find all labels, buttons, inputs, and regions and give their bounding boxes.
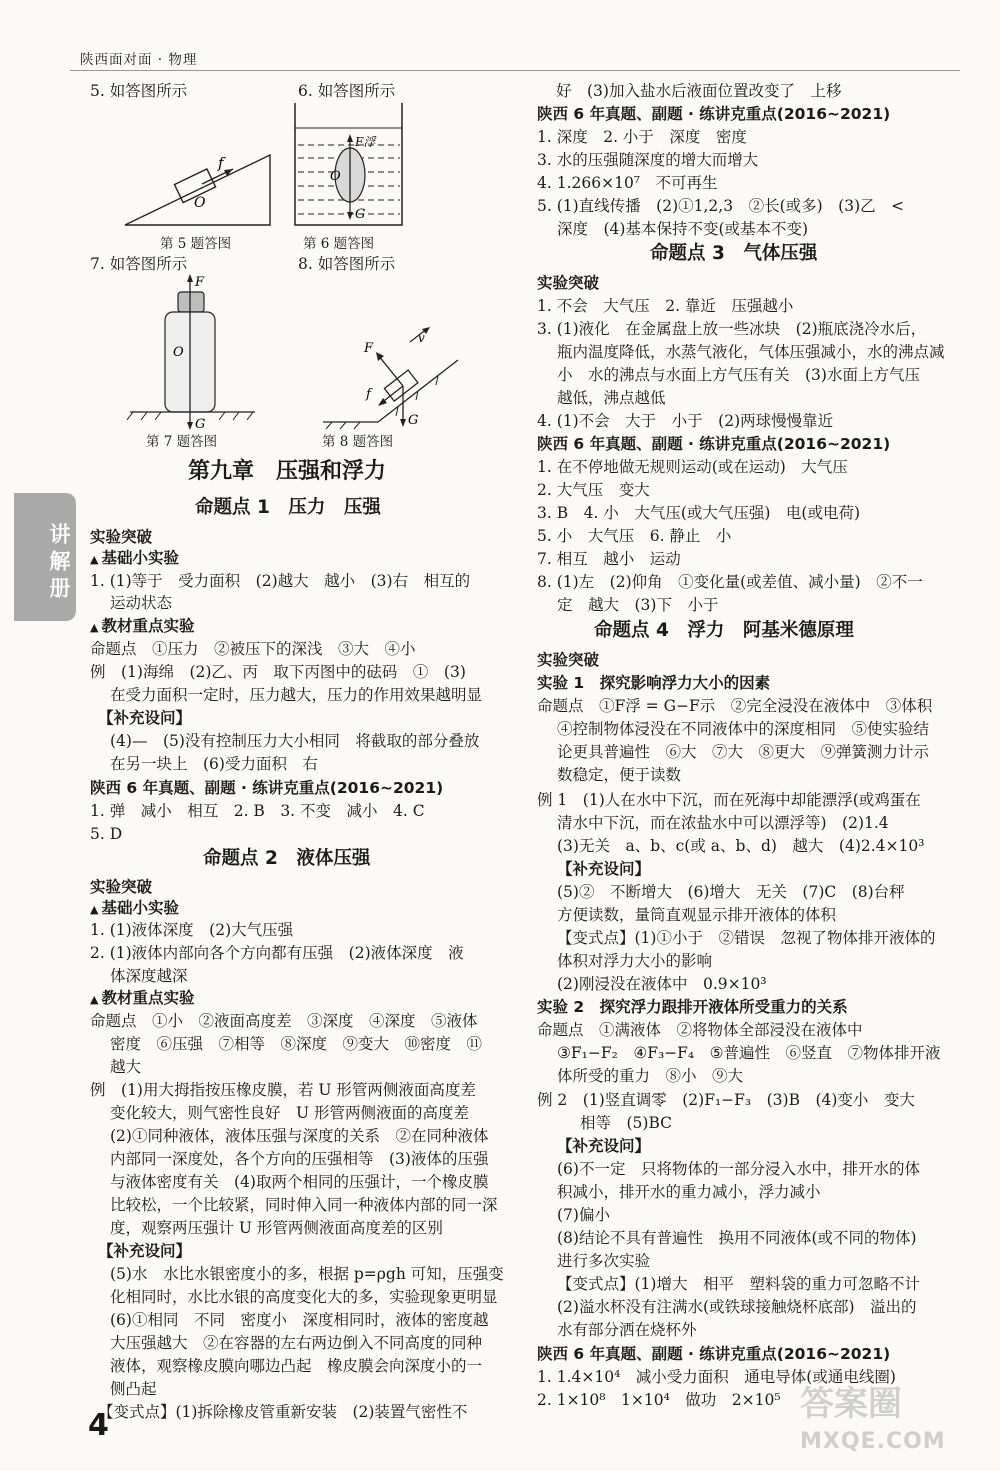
header-title: 陕西面对面 · 物理 <box>80 52 198 68</box>
text-line: 命题点 ①满液体 ②将物体全部浸没在液体中 <box>537 1021 863 1039</box>
subsection-heading: ▲ 教材重点实验 <box>90 615 194 639</box>
f8-g-label: G <box>408 413 419 428</box>
f7-f-label: F <box>195 275 205 290</box>
text-line: 【补充设问】 <box>557 1136 651 1155</box>
text-line: 运动状态 <box>110 594 173 612</box>
watermark-small: MXQE.COM <box>800 1429 946 1454</box>
text-line: 3. B 4. 小 大气压(或大气压强) 电(或电荷) <box>537 504 861 522</box>
f8-f-label: f <box>366 387 371 402</box>
text-line: 越低，沸点越低 <box>557 389 666 407</box>
text-line: (8)结论不具有普遍性 换用不同液体(或不同的物体) <box>557 1229 917 1247</box>
text-line: 【补充设问】 <box>98 1241 192 1260</box>
text-line: 2. 大气压 变大 <box>537 481 650 499</box>
section-heading: 命题点 1 压力 压强 <box>195 497 381 518</box>
text-line: 数稳定，便于读数 <box>557 766 682 784</box>
section-heading: 命题点 4 浮力 阿基米德原理 <box>594 620 854 641</box>
text-line: 【变式点】(1)拆除橡皮管重新安装 (2)装置气密性不 <box>98 1403 468 1421</box>
figure-8-diagram <box>318 320 468 430</box>
text-line: 好 (3)加入盐水后液面位置改变了 上移 <box>556 82 842 100</box>
text-line: 3. 水的压强随深度的增大而增大 <box>537 151 759 169</box>
text-line: 大压强越大 ②在容器的左右两边倒入不同高度的同种 <box>110 1334 483 1352</box>
text-line: 命题点 ①F浮 = G−F示 ②完全浸没在液体中 ③体积 <box>537 697 933 715</box>
subsection-heading: 陕西 6 年真题、副题 · 练讲克重点(2016~2021) <box>537 105 891 123</box>
chapter-title: 第九章 压强和浮力 <box>188 459 387 484</box>
side-tab: 讲解册 <box>14 493 76 621</box>
text-line: 2. 1×10⁸ 1×10⁴ 做功 2×10⁵ <box>537 1391 781 1409</box>
text-line: (6)不一定 只将物体的一部分浸入水中，排开水的体 <box>557 1160 920 1178</box>
f7-o-label: O <box>173 345 184 360</box>
f6-o-label: O <box>330 169 341 184</box>
subsection-heading: ▲ 基础小实验 <box>90 897 179 921</box>
text-line: 2. (1)液体内部向各个方向都有压强 (2)液体深度 液 <box>90 944 464 962</box>
subsection-heading: 实验突破 <box>537 274 600 292</box>
subsection-heading: 实验突破 <box>90 528 153 546</box>
text-line: 变化较大，则气密性良好 U 形管两侧液面的高度差 <box>110 1104 469 1122</box>
text-line: ③F₁−F₂ ④F₃−F₄ ⑤普遍性 ⑥竖直 ⑦物体排开液 <box>557 1044 941 1062</box>
text-line: 比较松，一个比较紧，同时伸入同一种液体内部的同一深 <box>110 1196 498 1214</box>
section-heading: 命题点 2 液体压强 <box>203 848 371 869</box>
text-line: 与液体密度有关 (4)取两个相同的压强计，一个橡皮膜 <box>110 1173 489 1191</box>
text-line: (7)偏小 <box>557 1206 610 1224</box>
text-line: 5. D <box>90 825 123 843</box>
header-rule <box>70 70 960 71</box>
text-line: 在受力面积一定时，压力越大，压力的作用效果越明显 <box>110 686 483 704</box>
f8-F-label: F <box>364 341 374 356</box>
text-line: (5)水 水比水银密度小的多，根据 p=ρgh 可知，压强变 <box>110 1265 504 1283</box>
subsection-heading: 实验突破 <box>90 878 153 896</box>
text-line: 8. (1)左 (2)仰角 ①变化量(或差值、减小量) ②不一 <box>537 573 923 591</box>
text-line: 越大 <box>110 1058 142 1076</box>
text-line: (2)①同种液体，液体压强与深度的关系 ②在同种液体 <box>110 1127 489 1145</box>
text-line: 小 水的沸点与水面上方气压有关 (3)水面上方气压 <box>557 366 920 384</box>
subsection-heading: ▲ 基础小实验 <box>90 547 179 571</box>
text-line: 1. 1.4×10⁴ 减小受力面积 通电导体(或通电线圈) <box>537 1368 896 1386</box>
text-line: 定 越大 (3)下 小于 <box>557 596 719 614</box>
figure-6-diagram <box>290 100 410 230</box>
text-line: (4)— (5)没有控制压力大小相同 将截取的部分叠放 <box>110 732 480 750</box>
f7-g-label: G <box>195 417 206 430</box>
figure-6-caption: 第 6 题答图 <box>303 236 375 252</box>
text-line: 1. (1)液体深度 (2)大气压强 <box>90 921 294 939</box>
f5-f-label: f <box>218 154 224 172</box>
subsection-heading: 陕西 6 年真题、副题 · 练讲克重点(2016~2021) <box>90 779 444 797</box>
text-line: 【变式点】(1)增大 相平 塑料袋的重力可忽略不计 <box>557 1275 920 1293</box>
text-line: 积减小，排开水的重力减小，浮力减小 <box>557 1183 821 1201</box>
text-line: 论更具普遍性 ⑥大 ⑦大 ⑧更大 ⑨弹簧测力计示 <box>557 743 930 761</box>
text-line: 3. (1)液化 在金属盘上放一些冰块 (2)瓶底浇冷水后， <box>537 320 927 338</box>
text-line: 4. 1.266×10⁷ 不可再生 <box>537 174 718 192</box>
text-line: 清水中下沉，而在浓盐水中可以漂浮等) (2)1.4 <box>557 814 889 832</box>
watermark <box>800 1385 946 1461</box>
subsection-heading: ▲ 教材重点实验 <box>90 987 194 1011</box>
text-line: 深度 (4)基本保持不变(或基本不变) <box>557 220 809 238</box>
text-line: 命题点 ①压力 ②被压下的深浅 ③大 ④小 <box>90 640 416 658</box>
subsection-heading: 实验 2 探究浮力跟排开液体所受重力的关系 <box>537 998 848 1016</box>
text-line: 【补充设问】 <box>98 708 192 727</box>
text-line: 进行多次实验 <box>557 1252 651 1270</box>
text-line: (2)溢水杯没有注满水(或铁球接触烧杯底部) 溢出的 <box>557 1298 917 1316</box>
text-line: ④控制物体浸没在不同液体中的深度相同 ⑤使实验结 <box>557 720 930 738</box>
text-line: 例 1 (1)人在水中下沉，而在死海中却能漂浮(或鸡蛋在 <box>537 791 921 809</box>
f6-g-label: G <box>355 207 366 222</box>
text-line: 【变式点】(1)①小于 ②错误 忽视了物体排开液体的 <box>557 929 936 947</box>
text-line: 化相同时，水比水银的高度变化大的多，实验现象更明显 <box>110 1288 498 1306</box>
text-line: 5. (1)直线传播 (2)①1,2,3 ②长(或多) (3)乙 < <box>537 197 905 215</box>
text-line: 相等 (5)BC <box>580 1114 672 1132</box>
figure-5-diagram <box>120 100 280 230</box>
text-line: 液体，观察橡皮膜向哪边凸起 橡皮膜会向深度小的一 <box>110 1357 483 1375</box>
figure-8-label: 8. 如答图所示 <box>298 255 396 273</box>
section-heading: 命题点 3 气体压强 <box>650 243 818 264</box>
text-line: (6)①相同 不同 密度小 深度相同时，液体的密度越 <box>110 1311 489 1329</box>
text-line: 水有部分洒在烧杯外 <box>557 1321 697 1339</box>
subsection-heading: 陕西 6 年真题、副题 · 练讲克重点(2016~2021) <box>537 1345 891 1363</box>
text-line: 度，观察两压强计 U 形管两侧液面高度差的区别 <box>110 1219 443 1237</box>
text-line: 7. 相互 越小 运动 <box>537 550 681 568</box>
text-line: 1. 深度 2. 小于 深度 密度 <box>537 128 747 146</box>
text-line: 在另一块上 (6)受力面积 右 <box>110 755 318 773</box>
figure-7-label: 7. 如答图所示 <box>90 255 188 273</box>
text-line: 体所受的重力 ⑧小 ⑨大 <box>557 1067 744 1085</box>
text-line: 例 2 (1)竖直调零 (2)F₁−F₃ (3)B (4)变小 变大 <box>537 1091 915 1109</box>
f6-buoyancy-label: F浮 <box>355 135 376 149</box>
text-line: 体积对浮力大小的影响 <box>557 952 713 970</box>
text-line: 1. 弹 减小 相互 2. B 3. 不变 减小 4. C <box>90 802 425 820</box>
subsection-heading: 陕西 6 年真题、副题 · 练讲克重点(2016~2021) <box>537 435 891 453</box>
text-line: 方便读数，量筒直观显示排开液体的体积 <box>557 906 837 924</box>
text-line: 内部同一深度处，各个方向的压强相等 (3)液体的压强 <box>110 1150 489 1168</box>
text-line: 侧凸起 <box>110 1380 157 1398</box>
subsection-heading: 实验突破 <box>537 651 600 669</box>
text-line: 【补充设问】 <box>557 859 651 878</box>
subsection-heading: 实验 1 探究影响浮力大小的因素 <box>537 674 771 692</box>
text-line: (2)刚浸没在液体中 0.9×10³ <box>557 975 767 993</box>
figure-8-caption: 第 8 题答图 <box>322 434 394 450</box>
f5-o-label: O <box>194 195 206 211</box>
figure-5-label: 5. 如答图所示 <box>90 82 188 100</box>
page-number: 4 <box>88 1408 109 1443</box>
text-line: 1. (1)等于 受力面积 (2)越大 越小 (3)右 相互的 <box>90 572 471 590</box>
text-line: 1. 不会 大气压 2. 靠近 压强越小 <box>537 297 794 315</box>
figure-5-caption: 第 5 题答图 <box>160 236 232 252</box>
text-line: 5. 小 大气压 6. 静止 小 <box>537 527 732 545</box>
text-line: 瓶内温度降低，水蒸气液化，气体压强减小，水的沸点减 <box>557 343 945 361</box>
text-line: 命题点 ①小 ②液面高度差 ③深度 ④深度 ⑤液体 <box>90 1012 478 1030</box>
figure-7-diagram <box>125 270 265 430</box>
watermark-main: 答案圈 <box>800 1384 902 1424</box>
figure-7-caption: 第 7 题答图 <box>146 434 218 450</box>
text-line: 例 (1)用大拇指按压橡皮膜，若 U 形管两侧液面高度差 <box>90 1081 476 1099</box>
figure-6-label: 6. 如答图所示 <box>298 82 396 100</box>
text-line: 体深度越深 <box>110 967 188 985</box>
text-line: 例 (1)海绵 (2)乙、丙 取下丙图中的砝码 ① (3) <box>90 663 466 681</box>
text-line: 1. 在不停地做无规则运动(或在运动) 大气压 <box>537 458 848 476</box>
f8-v-label: v <box>418 331 425 345</box>
text-line: (5)② 不断增大 (6)增大 无关 (7)C (8)台秤 <box>557 883 905 901</box>
text-line: (3)无关 a、b、c(或 a、b、d) 越大 (4)2.4×10³ <box>557 837 925 855</box>
text-line: 密度 ⑥压强 ⑦相等 ⑧深度 ⑨变大 ⑩密度 ⑪ <box>110 1035 483 1053</box>
text-line: 4. (1)不会 大于 小于 (2)两球慢慢靠近 <box>537 412 834 430</box>
